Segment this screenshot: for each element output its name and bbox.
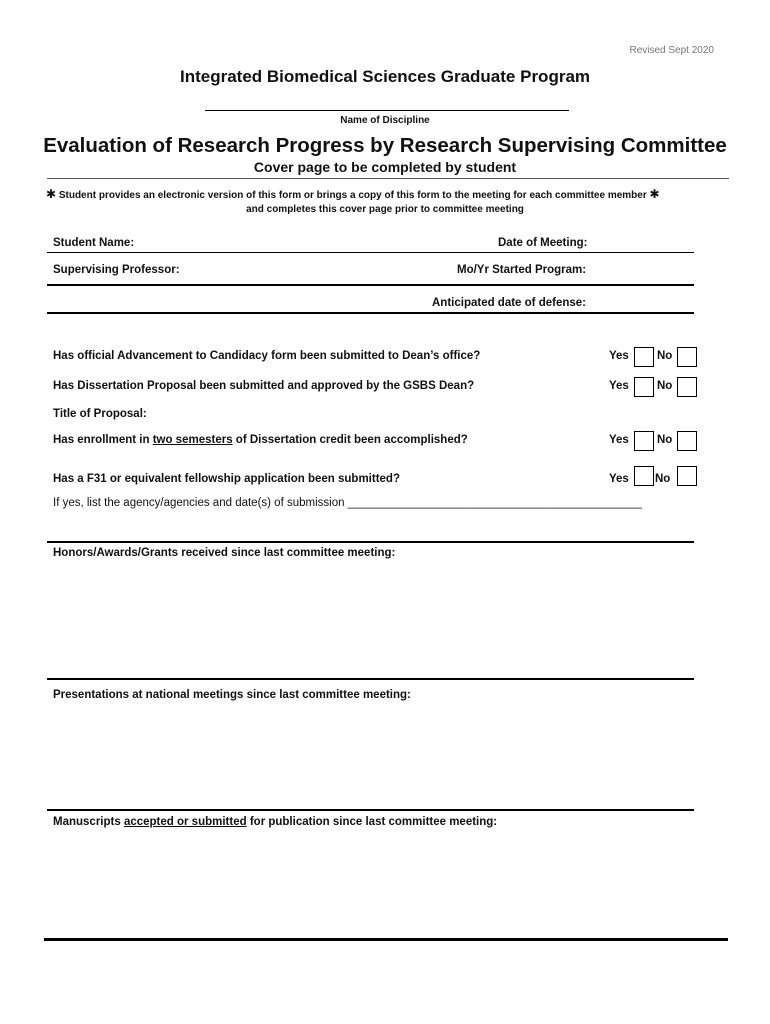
asterisk-icon: ✱ <box>46 187 57 201</box>
enrollment-text-end: of Dissertation credit been accomplished? <box>232 434 468 446</box>
program-title: Integrated Biomedical Sciences Graduate Program <box>179 67 591 86</box>
instruction-text-1: Student provides an electronic version of this form or brings a copy of this form to the meeting for each committee member <box>58 190 647 201</box>
discipline-field-line[interactable] <box>205 110 569 111</box>
anticipated-defense-field[interactable] <box>47 312 694 314</box>
proposal-no-checkbox[interactable] <box>677 377 697 397</box>
supervising-professor-field[interactable] <box>47 284 694 286</box>
manuscripts-text-start: Manuscripts <box>53 816 124 828</box>
manuscripts-text-underlined: accepted or submitted <box>123 816 247 828</box>
date-of-meeting-label: Date of Meeting: <box>498 237 588 249</box>
yes-label: Yes <box>609 473 629 485</box>
question-fellowship: Has a F31 or equivalent fellowship application been submitted? <box>53 473 400 485</box>
fellowship-yes-checkbox[interactable] <box>634 466 654 486</box>
section-divider <box>47 541 694 543</box>
yes-label: Yes <box>609 434 629 446</box>
header-divider <box>47 178 729 179</box>
honors-section-label: Honors/Awards/Grants received since last committee meeting: <box>53 547 396 559</box>
discipline-label: Name of Discipline <box>340 115 430 126</box>
no-label: No <box>657 380 673 392</box>
enrollment-text-start: Has enrollment in <box>53 434 153 446</box>
fellowship-no-checkbox[interactable] <box>677 466 697 486</box>
started-program-label: Mo/Yr Started Program: <box>457 264 587 276</box>
question-enrollment <box>53 434 468 446</box>
form-title: Evaluation of Research Progress by Research Supervising Committee <box>43 134 727 157</box>
instruction-line-1 <box>46 187 728 201</box>
manuscripts-text-end: for publication since last committee meeting: <box>246 816 498 828</box>
candidacy-yes-checkbox[interactable] <box>634 347 654 367</box>
enrollment-text-underlined: two semesters <box>152 434 233 446</box>
revision-date: Revised Sept 2020 <box>629 45 714 56</box>
student-name-field[interactable] <box>47 252 309 253</box>
fellowship-details-field[interactable]: If yes, list the agency/agencies and date(s) of submission ______________________________________________ <box>53 497 642 509</box>
student-name-label: Student Name: <box>53 237 135 249</box>
anticipated-defense-label: Anticipated date of defense: <box>432 297 586 309</box>
enrollment-yes-checkbox[interactable] <box>634 431 654 451</box>
bottom-rule <box>44 938 728 941</box>
presentations-section-label: Presentations at national meetings since last committee meeting: <box>53 689 411 701</box>
yes-label: Yes <box>609 380 629 392</box>
asterisk-icon: ✱ <box>649 187 660 201</box>
no-label: No <box>657 350 673 362</box>
section-divider <box>47 809 694 811</box>
form-subtitle: Cover page to be completed by student <box>253 159 517 175</box>
yes-label: Yes <box>609 350 629 362</box>
enrollment-no-checkbox[interactable] <box>677 431 697 451</box>
candidacy-no-checkbox[interactable] <box>677 347 697 367</box>
title-of-proposal-label: Title of Proposal: <box>53 408 147 420</box>
student-name-field-ext[interactable] <box>309 252 694 253</box>
question-candidacy: Has official Advancement to Candidacy form been submitted to Dean’s office? <box>53 350 481 362</box>
question-proposal: Has Dissertation Proposal been submitted and approved by the GSBS Dean? <box>53 380 475 392</box>
no-label: No <box>657 434 673 446</box>
proposal-yes-checkbox[interactable] <box>634 377 654 397</box>
manuscripts-section-label <box>53 816 497 828</box>
section-divider <box>47 678 694 680</box>
supervising-professor-label: Supervising Professor: <box>53 264 180 276</box>
instruction-line-2: and completes this cover page prior to committee meeting <box>246 204 524 215</box>
no-label: No <box>655 473 671 485</box>
